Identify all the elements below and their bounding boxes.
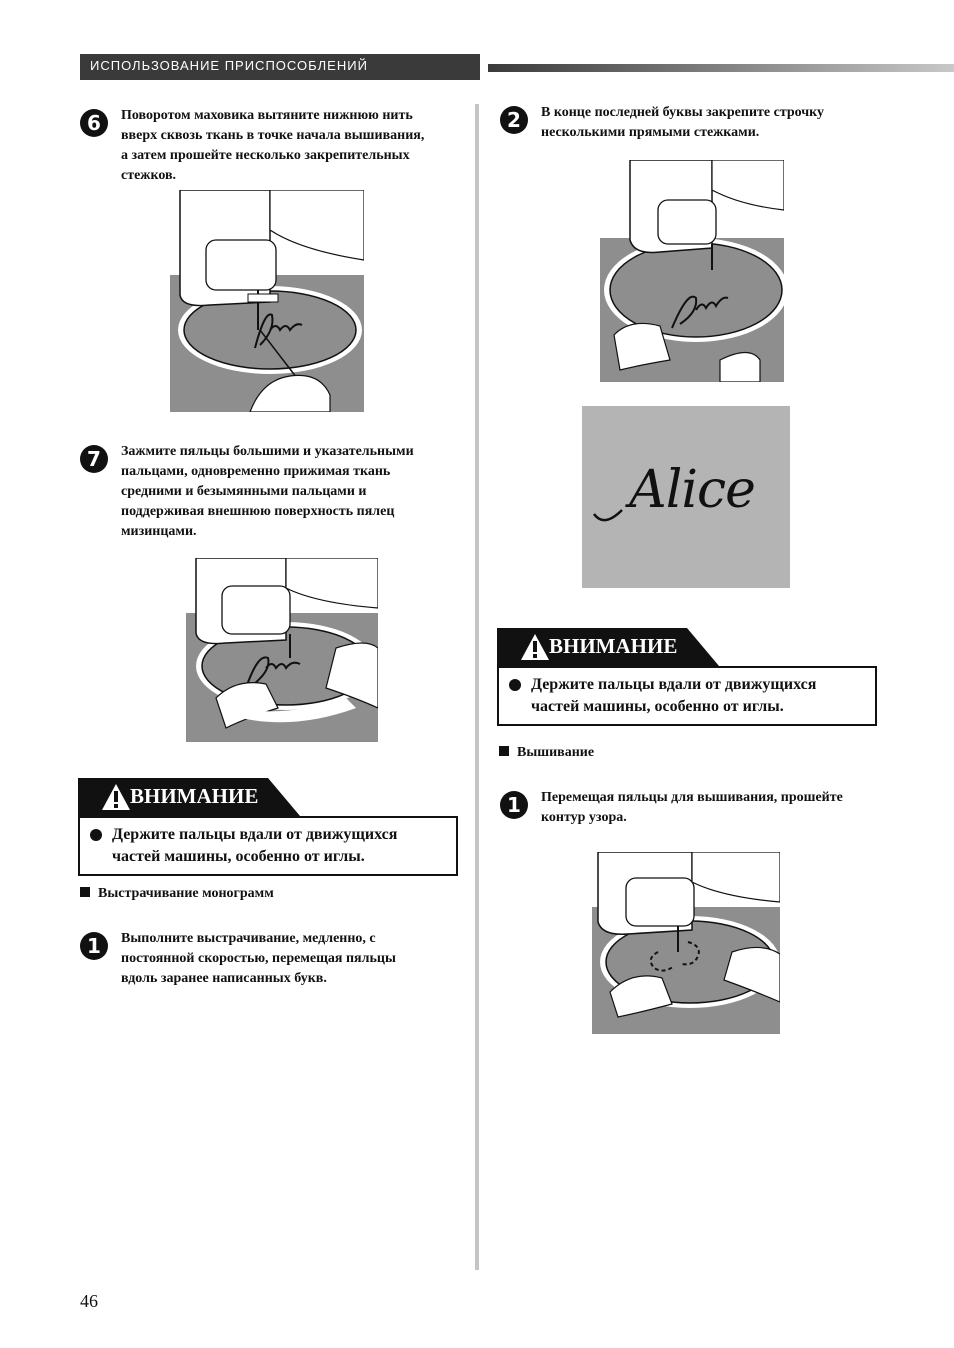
step-line: средними и безымянными пальцами и (121, 484, 367, 499)
caution-title: ВНИМАНИЕ (549, 634, 678, 658)
step-line: В конце последней буквы закрепите строчку (541, 105, 825, 120)
caution-box (78, 816, 458, 876)
square-bullet-icon (499, 746, 509, 756)
step-number: 1 (80, 932, 108, 960)
caution-text (531, 674, 816, 718)
step-line: несколькими прямыми стежками. (541, 125, 760, 140)
bullet-icon (90, 829, 102, 841)
step-1-embroidery (500, 791, 880, 841)
section-heading-monogram (80, 886, 274, 902)
step-line: вдоль заранее написанных букв. (121, 971, 327, 986)
section-title: Выстрачивание монограмм (98, 886, 274, 901)
caution-line: Держите пальцы вдали от движущихся (112, 826, 398, 843)
square-bullet-icon (80, 887, 90, 897)
page-header (80, 54, 954, 80)
section-heading-embroidery (499, 745, 594, 761)
step-number: 1 (500, 791, 528, 819)
step-line: вверх сквозь ткань в точке начала вышивания, (121, 128, 425, 143)
column-divider (475, 104, 479, 1270)
step-line: мизинцами. (121, 524, 197, 539)
page-number: 46 (80, 1291, 98, 1311)
step-number: 6 (80, 109, 108, 137)
step-line: пальцами, одновременно прижимая ткань (121, 464, 391, 479)
step-line: Перемещая пяльцы для вышивания, прошейте (541, 790, 843, 805)
step-text (121, 442, 414, 542)
caution-text (112, 824, 397, 868)
step-text (541, 103, 824, 143)
embroidered-sample (582, 406, 790, 588)
step-7 (80, 445, 470, 545)
step-number: 2 (500, 106, 528, 134)
step-line: контур узора. (541, 810, 627, 825)
step-line: Выполните выстрачивание, медленно, с (121, 931, 376, 946)
step-line: Поворотом маховика вытяните нижнюю нить (121, 108, 413, 123)
step-line: постоянной скоростью, перемещая пяльцы (121, 951, 396, 966)
step-number: 7 (80, 445, 108, 473)
step-text (121, 106, 424, 186)
caution-block-right (497, 628, 877, 728)
step-line: Зажмите пяльцы большими и указательными (121, 444, 414, 459)
caution-box (497, 666, 877, 726)
step-2 (500, 106, 880, 156)
hoop-illustration-step2 (600, 160, 784, 382)
step-1-monogram (80, 932, 470, 1002)
step-text (121, 929, 396, 989)
header-gradient-rule (488, 64, 954, 72)
hoop-illustration-step7 (186, 558, 378, 742)
header-title: ИСПОЛЬЗОВАНИЕ ПРИСПОСОБЛЕНИЙ (90, 58, 368, 73)
step-line: поддерживая внешнюю поверхность пялец (121, 504, 395, 519)
step-line: стежков. (121, 168, 177, 183)
bullet-icon (509, 679, 521, 691)
step-6 (80, 109, 470, 189)
hoop-illustration-step6 (170, 190, 364, 412)
step-text (541, 788, 843, 828)
caution-block-left (78, 778, 458, 878)
caution-line: частей машины, особенно от иглы. (112, 848, 365, 865)
caution-line: частей машины, особенно от иглы. (531, 698, 784, 715)
header-bar (80, 54, 480, 80)
section-title: Вышивание (517, 745, 595, 760)
sample-word: Alice (629, 460, 755, 520)
step-line: а затем прошейте несколько закрепительных (121, 148, 410, 163)
hoop-illustration-embroidery (592, 852, 780, 1034)
caution-title: ВНИМАНИЕ (130, 784, 259, 808)
caution-line: Держите пальцы вдали от движущихся (531, 676, 817, 693)
